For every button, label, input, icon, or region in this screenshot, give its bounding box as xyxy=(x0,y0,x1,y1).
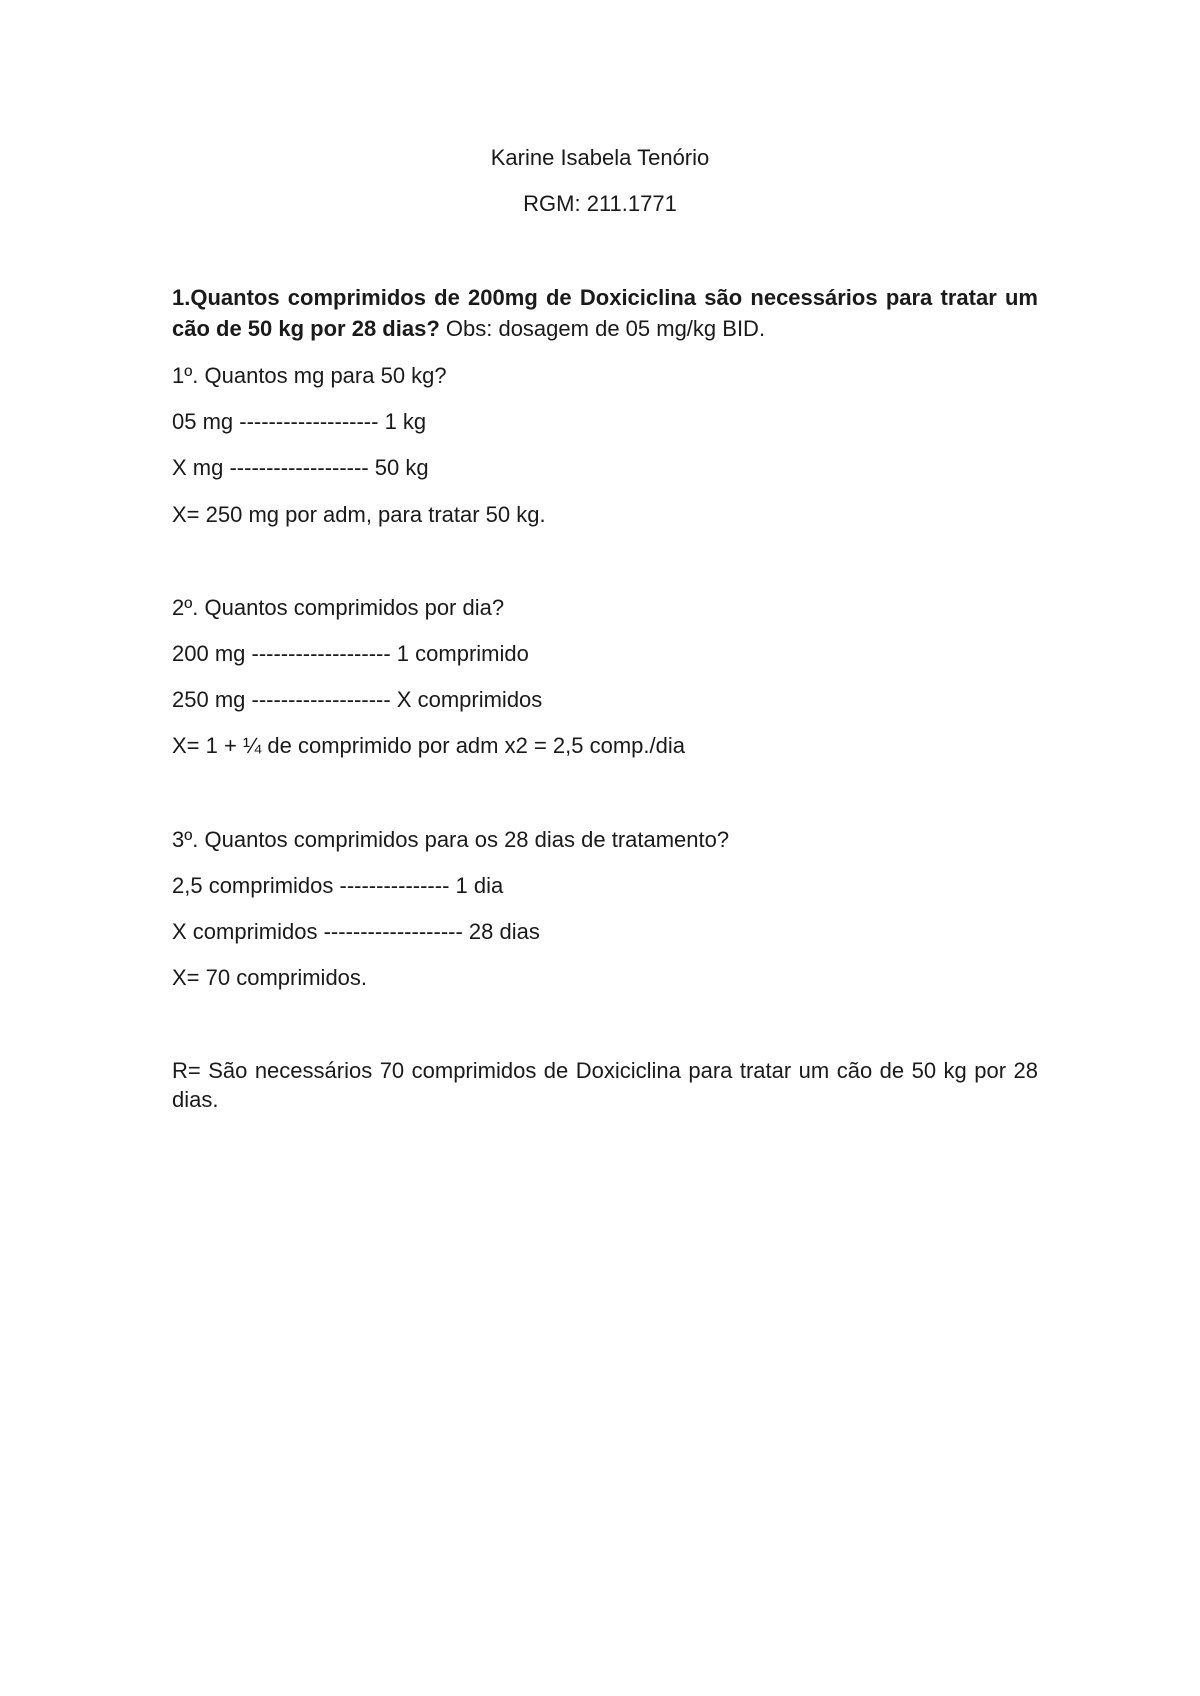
question-note: Obs: dosagem de 05 mg/kg BID. xyxy=(439,316,766,341)
step2-line: 250 mg ------------------- X comprimidos xyxy=(172,687,543,712)
step1-line: 05 mg ------------------- 1 kg xyxy=(172,409,427,434)
step1-result: X= 250 mg por adm, para tratar 50 kg. xyxy=(172,502,546,527)
step2-line: 200 mg ------------------- 1 comprimido xyxy=(172,641,529,666)
step3-title: 3º. Quantos comprimidos para os 28 dias de tratamento? xyxy=(172,827,730,852)
step3-line: X comprimidos ------------------- 28 dias xyxy=(172,919,540,944)
final-answer: R= São necessários 70 comprimidos de Doxiciclina para tratar um cão de 50 kg por 28 dias. xyxy=(172,1058,1038,1112)
step1-line: X mg ------------------- 50 kg xyxy=(172,455,429,480)
step2-title: 2º. Quantos comprimidos por dia? xyxy=(172,595,505,620)
author-name: Karine Isabela Tenório xyxy=(490,145,710,170)
question-bold: 1.Quantos comprimidos de 200mg de Doxiciclina são necessários para tratar um cão de 50 kg por 28 dias? xyxy=(172,285,1038,341)
step1-title: 1º. Quantos mg para 50 kg? xyxy=(172,363,447,388)
step3-line: 2,5 comprimidos --------------- 1 dia xyxy=(172,873,504,898)
step3-result: X= 70 comprimidos. xyxy=(172,965,368,990)
question-text xyxy=(172,282,1038,344)
step2-result: X= 1 + ¼ de comprimido por adm x2 = 2,5 comp./dia xyxy=(172,733,685,758)
student-rgm: RGM: 211.1771 xyxy=(523,191,677,216)
